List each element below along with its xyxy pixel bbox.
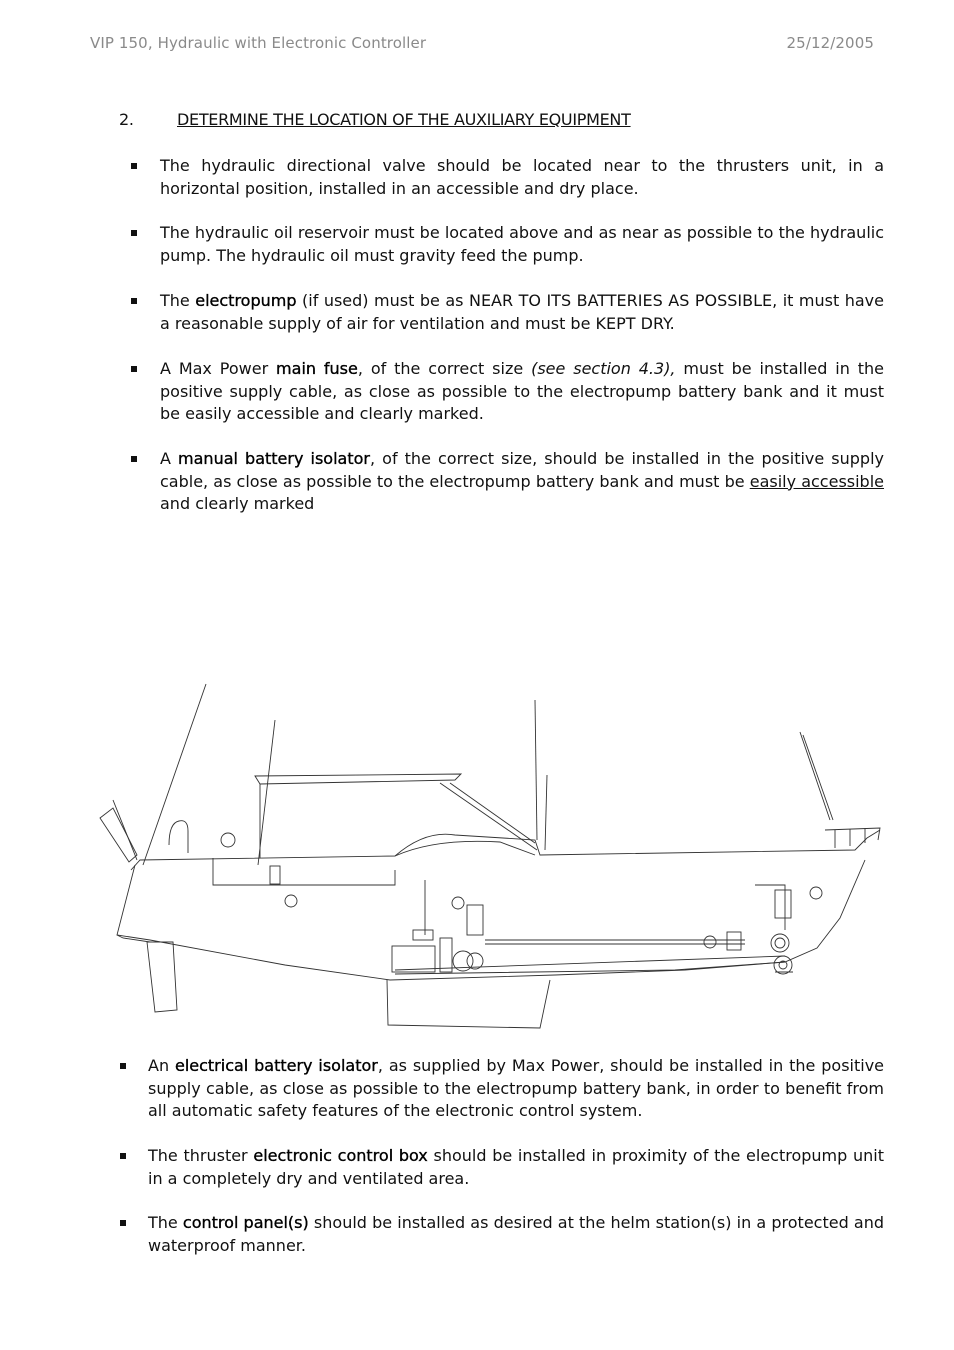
document-title: VIP 150, Hydraulic with Electronic Controller (90, 34, 427, 52)
list-item-text: A Max Power main fuse, of the correct size (see section 4.3), must be installed in the positive supply cable, as close as possible to the electropump battery bank and it must be easily accessible and clearly marked. (160, 359, 885, 423)
bullet-marker (120, 1212, 127, 1219)
bullet-marker (131, 290, 138, 297)
term-electropump: electropump (195, 291, 297, 310)
bullet-marker (120, 1145, 127, 1152)
list-item (131, 358, 884, 426)
list-item (120, 1055, 884, 1123)
bullet-marker (131, 358, 138, 365)
list-item-text: The electropump (if used) must be as NEAR TO ITS BATTERIES AS POSSIBLE, it must have a reasonable supply of air for ventilation and must be KEPT DRY. (160, 291, 884, 333)
list-item (120, 1145, 884, 1190)
list-item-text: A manual battery isolator, of the correct size, should be installed in the positive supply cable, as close as possible to the electropump battery bank and must be easily accessible and clearly marked (160, 449, 885, 513)
list-item-text: The hydraulic directional valve should be located near to the thrusters unit, in a horizontal position, installed in an accessible and dry place. (160, 156, 884, 198)
document-date: 25/12/2005 (786, 34, 874, 52)
term-manual-isolator: manual battery isolator (178, 449, 370, 468)
term-main-fuse: main fuse (276, 359, 358, 378)
bullet-marker (120, 1055, 127, 1062)
bullet-marker (131, 448, 138, 455)
section-number: 2. (119, 110, 134, 129)
list-item-text: An electrical battery isolator, as supplied by Max Power, should be installed in the positive supply cable, as close as possible to the electropump battery bank, in order to benefit from all automatic safety features of the electronic control system. (148, 1056, 885, 1120)
list-item (131, 222, 884, 267)
term-control-panel: control panel(s) (182, 1213, 309, 1232)
list-item (131, 290, 884, 335)
list-item-text: The thruster electronic control box should be installed in proximity of the electropump unit in a completely dry and ventilated area. (148, 1146, 885, 1188)
list-item (131, 155, 884, 200)
boat-installation-diagram (95, 680, 885, 1030)
section-reference: (see section 4.3), (531, 359, 676, 378)
term-electrical-isolator: electrical battery isolator (174, 1056, 378, 1075)
list-item-text: The control panel(s) should be installed as desired at the helm station(s) in a protected and waterproof manner. (148, 1213, 885, 1255)
section-title: DETERMINE THE LOCATION OF THE AUXILIARY EQUIPMENT (177, 110, 631, 129)
bullet-marker (131, 222, 138, 229)
bullet-marker (131, 155, 138, 162)
list-item-text: The hydraulic oil reservoir must be located above and as near as possible to the hydraulic pump. The hydraulic oil must gravity feed the pump. (160, 223, 884, 265)
emphasis-underline: easily accessible (749, 471, 885, 491)
term-control-box: electronic control box (253, 1146, 428, 1165)
list-item (120, 1212, 884, 1257)
list-item (131, 448, 884, 516)
